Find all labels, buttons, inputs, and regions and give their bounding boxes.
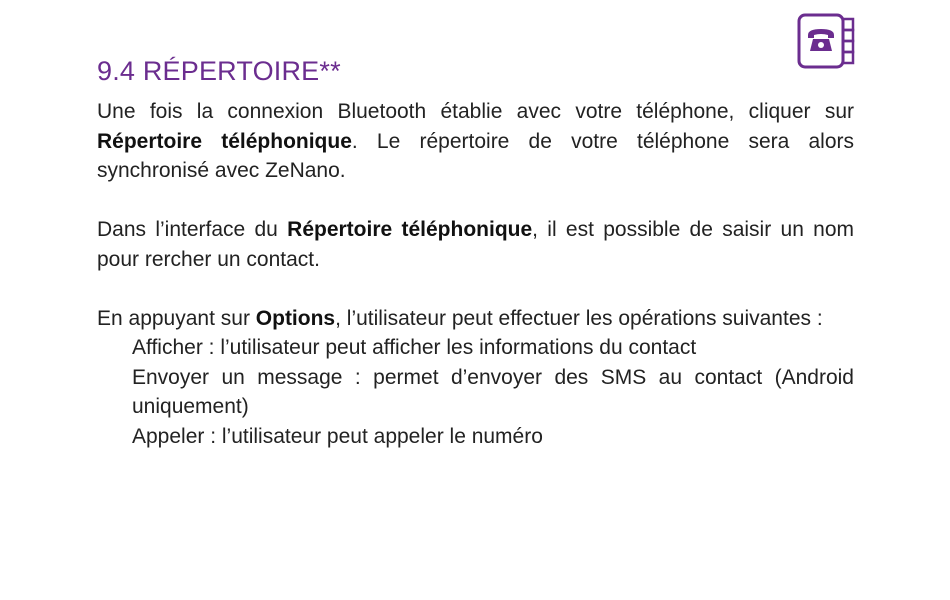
manual-page [97, 0, 854, 600]
section-title: 9.4 RÉPERTOIRE** [97, 56, 341, 87]
phonebook-icon [797, 13, 855, 69]
list-item: Appeler : l’utilisateur peut appeler le numéro [132, 424, 543, 448]
options-term: Options [255, 306, 336, 330]
paragraph-connection: Une fois la connexion Bluetooth établie avec votre téléphone, cliquer sur Répertoire téléphonique. Le répertoire de votre téléphone sera alors synchronisé avec ZeNano. [97, 100, 855, 182]
list-item: Afficher : l’utilisateur peut afficher les informations du contact [132, 336, 697, 359]
phonebook-term: Répertoire téléphonique [97, 129, 352, 153]
body-text [97, 97, 854, 451]
options-list [97, 333, 854, 451]
list-item: Envoyer un message : permet d’envoyer des SMS au contact (Android uniquement) [132, 365, 854, 418]
phonebook-term: Répertoire téléphonique [287, 218, 533, 241]
paragraph-options: En appuyant sur Options, l’utilisateur peut effectuer les opérations suivantes : [97, 306, 823, 330]
paragraph-search: Dans l’interface du Répertoire téléphonique, il est possible de saisir un nom pour rercher un contact. [97, 218, 855, 271]
